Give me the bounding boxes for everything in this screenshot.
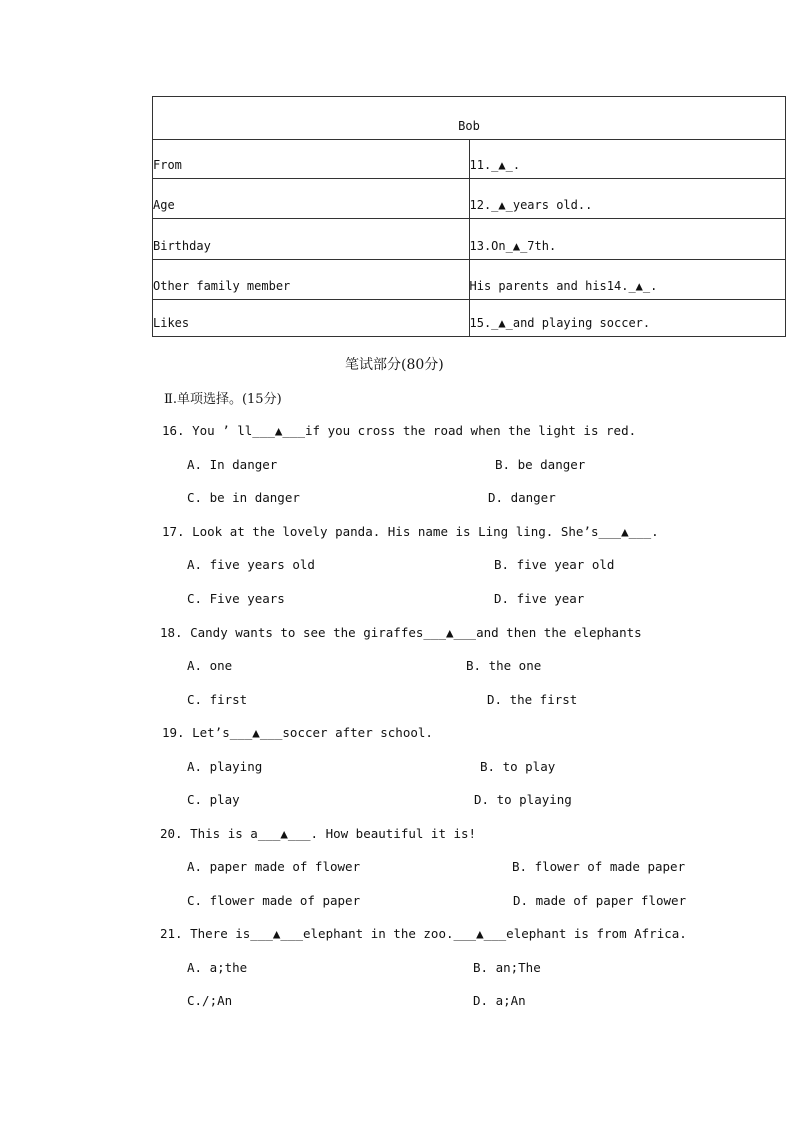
option-c: C. flower made of paper [187, 893, 361, 908]
option-a: A. In danger [187, 457, 278, 472]
row-value: 13.On_▲_7th. [469, 219, 786, 260]
option-c: C. Five years [187, 591, 285, 606]
row-label: Age [153, 179, 470, 219]
question-stem: 16. You ’ ll___▲___if you cross the road when the light is red. [162, 423, 637, 438]
option-b: B. five year old [494, 557, 615, 572]
info-table [152, 96, 786, 337]
option-c: C. be in danger [187, 490, 300, 505]
row-value: 15._▲_and playing soccer. [469, 300, 786, 337]
option-b: B. an;The [473, 960, 541, 975]
row-value: 12._▲_years old.. [469, 179, 786, 219]
row-label: Other family member [153, 260, 470, 300]
row-label: Likes [153, 300, 470, 337]
option-a: A. a;the [187, 960, 248, 975]
row-label: Birthday [153, 219, 470, 260]
option-b: B. flower of made paper [512, 859, 686, 874]
question-stem: 20. This is a___▲___. How beautiful it is! [160, 826, 477, 841]
question-stem: 18. Candy wants to see the giraffes___▲___and then the elephants [160, 625, 642, 640]
option-c: C. first [187, 692, 248, 707]
table-row [153, 179, 786, 219]
row-value: His parents and his14._▲_. [469, 260, 786, 300]
row-label: From [153, 140, 470, 179]
table-row [153, 260, 786, 300]
option-a: A. one [187, 658, 233, 673]
option-d: D. five year [494, 591, 585, 606]
table-row [153, 300, 786, 337]
option-b: B. be danger [495, 457, 586, 472]
option-a: A. paper made of flower [187, 859, 361, 874]
table-row [153, 140, 786, 179]
option-a: A. playing [187, 759, 263, 774]
option-c: C./;An [187, 993, 233, 1008]
option-c: C. play [187, 792, 240, 807]
page-title: 笔试部分(80分) [345, 357, 444, 373]
option-a: A. five years old [187, 557, 315, 572]
table-row [153, 219, 786, 260]
question-stem: 21. There is___▲___elephant in the zoo.___▲___elephant is from Africa. [160, 926, 687, 941]
question-stem: 17. Look at the lovely panda. His name is Ling ling. She’s___▲___. [162, 524, 659, 539]
option-b: B. the one [466, 658, 542, 673]
option-d: D. the first [487, 692, 578, 707]
option-d: D. made of paper flower [513, 893, 687, 908]
option-d: D. to playing [474, 792, 572, 807]
section-heading: Ⅱ.单项选择。(15分) [164, 392, 282, 407]
option-d: D. a;An [473, 993, 526, 1008]
option-d: D. danger [488, 490, 556, 505]
option-b: B. to play [480, 759, 556, 774]
row-value: 11._▲_. [469, 140, 786, 179]
table-header: Bob [153, 97, 786, 140]
table-header-row [153, 97, 786, 140]
question-stem: 19. Let’s___▲___soccer after school. [162, 725, 433, 740]
